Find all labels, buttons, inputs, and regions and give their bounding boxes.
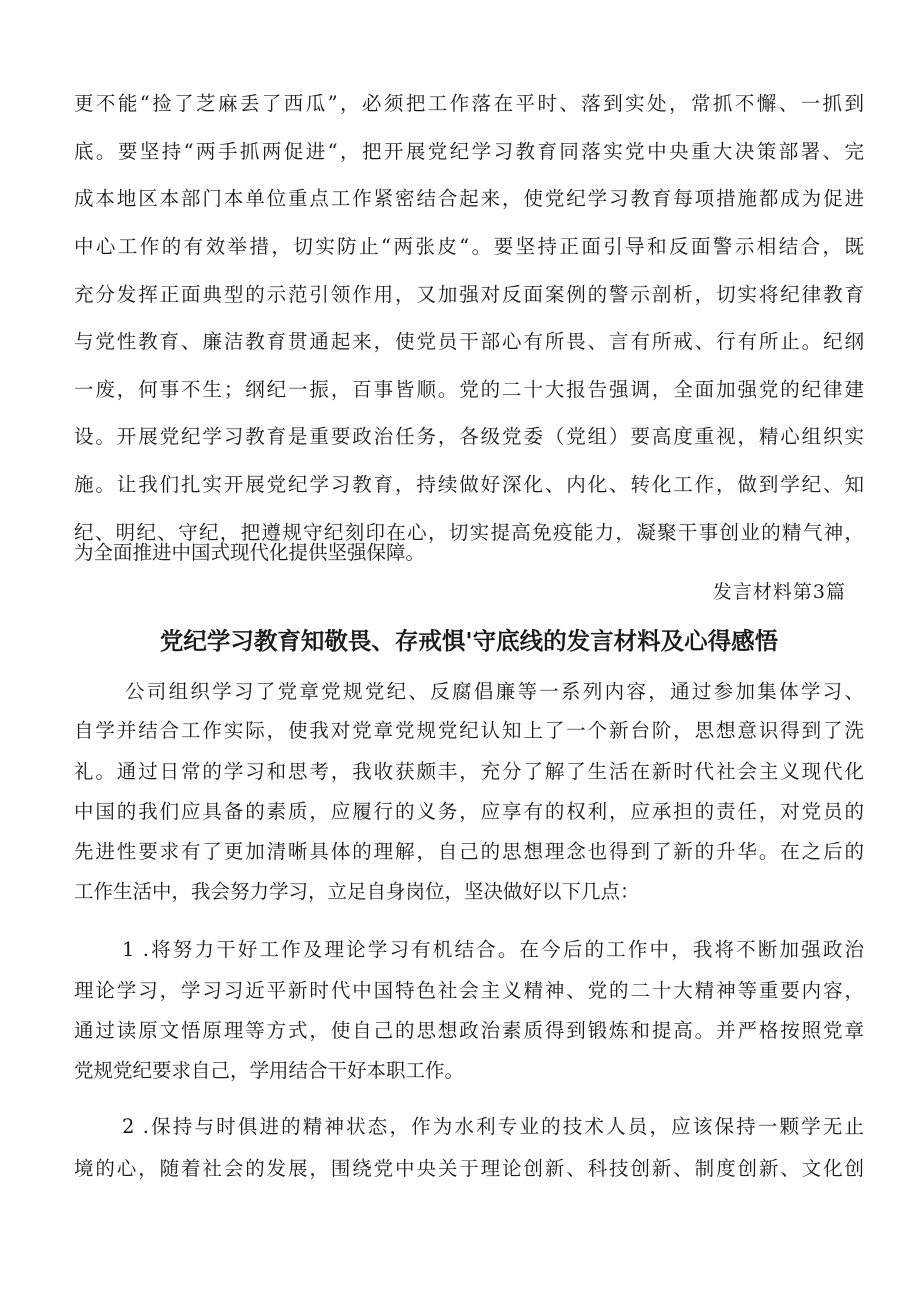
paragraph-line: 纪、明纪、守纪，把遵规守纪刻印在心，切实提高免疫能力，凝聚干事创业的精气神， xyxy=(74,521,864,544)
paragraph-line: 成本地区本部门本单位重点工作紧密结合起来，使党纪学习教育每项措施都成为促进 xyxy=(74,187,864,210)
paragraph-line: 施。让我们扎实开展党纪学习教育，持续做好深化、内化、转化工作，做到学纪、知 xyxy=(74,473,864,496)
paragraph-line: 境的心，随着社会的发展，围绕党中央关于理论创新、科技创新、制度创新、文化创 xyxy=(74,1157,864,1180)
paragraph-line: 底。要坚持“两手抓两促进“，把开展党纪学习教育同落实党中央重大决策部署、完 xyxy=(74,140,864,163)
paragraph-line: 更不能“捡了芝麻丢了西瓜”，必须把工作落在平时、落到实处，常抓不懈、一抓到 xyxy=(74,92,864,115)
paragraph-line: 设。开展党纪学习教育是重要政治任务，各级党委（党组）要高度重视，精心组织实 xyxy=(74,425,864,448)
paragraph-line: 理论学习，学习习近平新时代中国特色社会主义精神、党的二十大精神等重要内容， xyxy=(74,979,864,1002)
paragraph-line: 中心工作的有效举措，切实防止“两张皮“。要坚持正面引导和反面警示相结合，既 xyxy=(74,235,864,258)
page-title: 党纪学习教育知敬畏、存戒惧'守底线的发言材料及心得感悟 xyxy=(159,627,779,655)
paragraph-line: 一废，何事不生；纲纪一振，百事皆顺。党的二十大报告强调，全面加强党的纪律建 xyxy=(74,378,864,401)
paragraph-line: 先进性要求有了更加清晰具体的理解，自己的思想理念也得到了新的升华。在之后的 xyxy=(74,840,864,863)
paragraph-line: 中国的我们应具备的素质，应履行的义务，应享有的权利，应承担的责任，对党员的 xyxy=(74,800,864,823)
list-item-line: 2 .保持与时俱进的精神状态，作为水利专业的技术人员，应该保持一颗学无止 xyxy=(122,1115,864,1138)
paragraph-line: 党规党纪要求自己，学用结合干好本职工作。 xyxy=(74,1059,465,1082)
paragraph-line: 礼。通过日常的学习和思考，我收获颇丰，充分了解了生活在新时代社会主义现代化 xyxy=(74,760,864,783)
list-item-line: 1 .将努力干好工作及理论学习有机结合。在今后的工作中，我将不断加强政治 xyxy=(122,938,864,961)
paragraph-line: 通过读原文悟原理等方式，使自己的思想政治素质得到锻炼和提高。并严格按照党章 xyxy=(74,1019,864,1042)
paragraph-line: 公司组织学习了党章党规党纪、反腐倡廉等一系列内容，通过参加集体学习、 xyxy=(125,680,864,703)
paragraph-line: 与党性教育、廉洁教育贯通起来，使党员干部心有所畏、言有所戒、行有所止。纪纲 xyxy=(74,330,864,353)
paragraph-line: 自学并结合工作实际，使我对党章党规党纪认知上了一个新台阶，思想意识得到了洗 xyxy=(74,719,864,742)
paragraph-line: 充分发挥正面典型的示范引领作用，又加强对反面案例的警示剖析，切实将纪律教育 xyxy=(74,283,864,306)
paragraph-line: 为全面推进中国式现代化提供坚强保障。 xyxy=(74,541,426,564)
paragraph-line: 工作生活中，我会努力学习，立足自身岗位，坚决做好以下几点： xyxy=(74,880,640,903)
section-label: 发言材料第3篇 xyxy=(712,581,846,603)
